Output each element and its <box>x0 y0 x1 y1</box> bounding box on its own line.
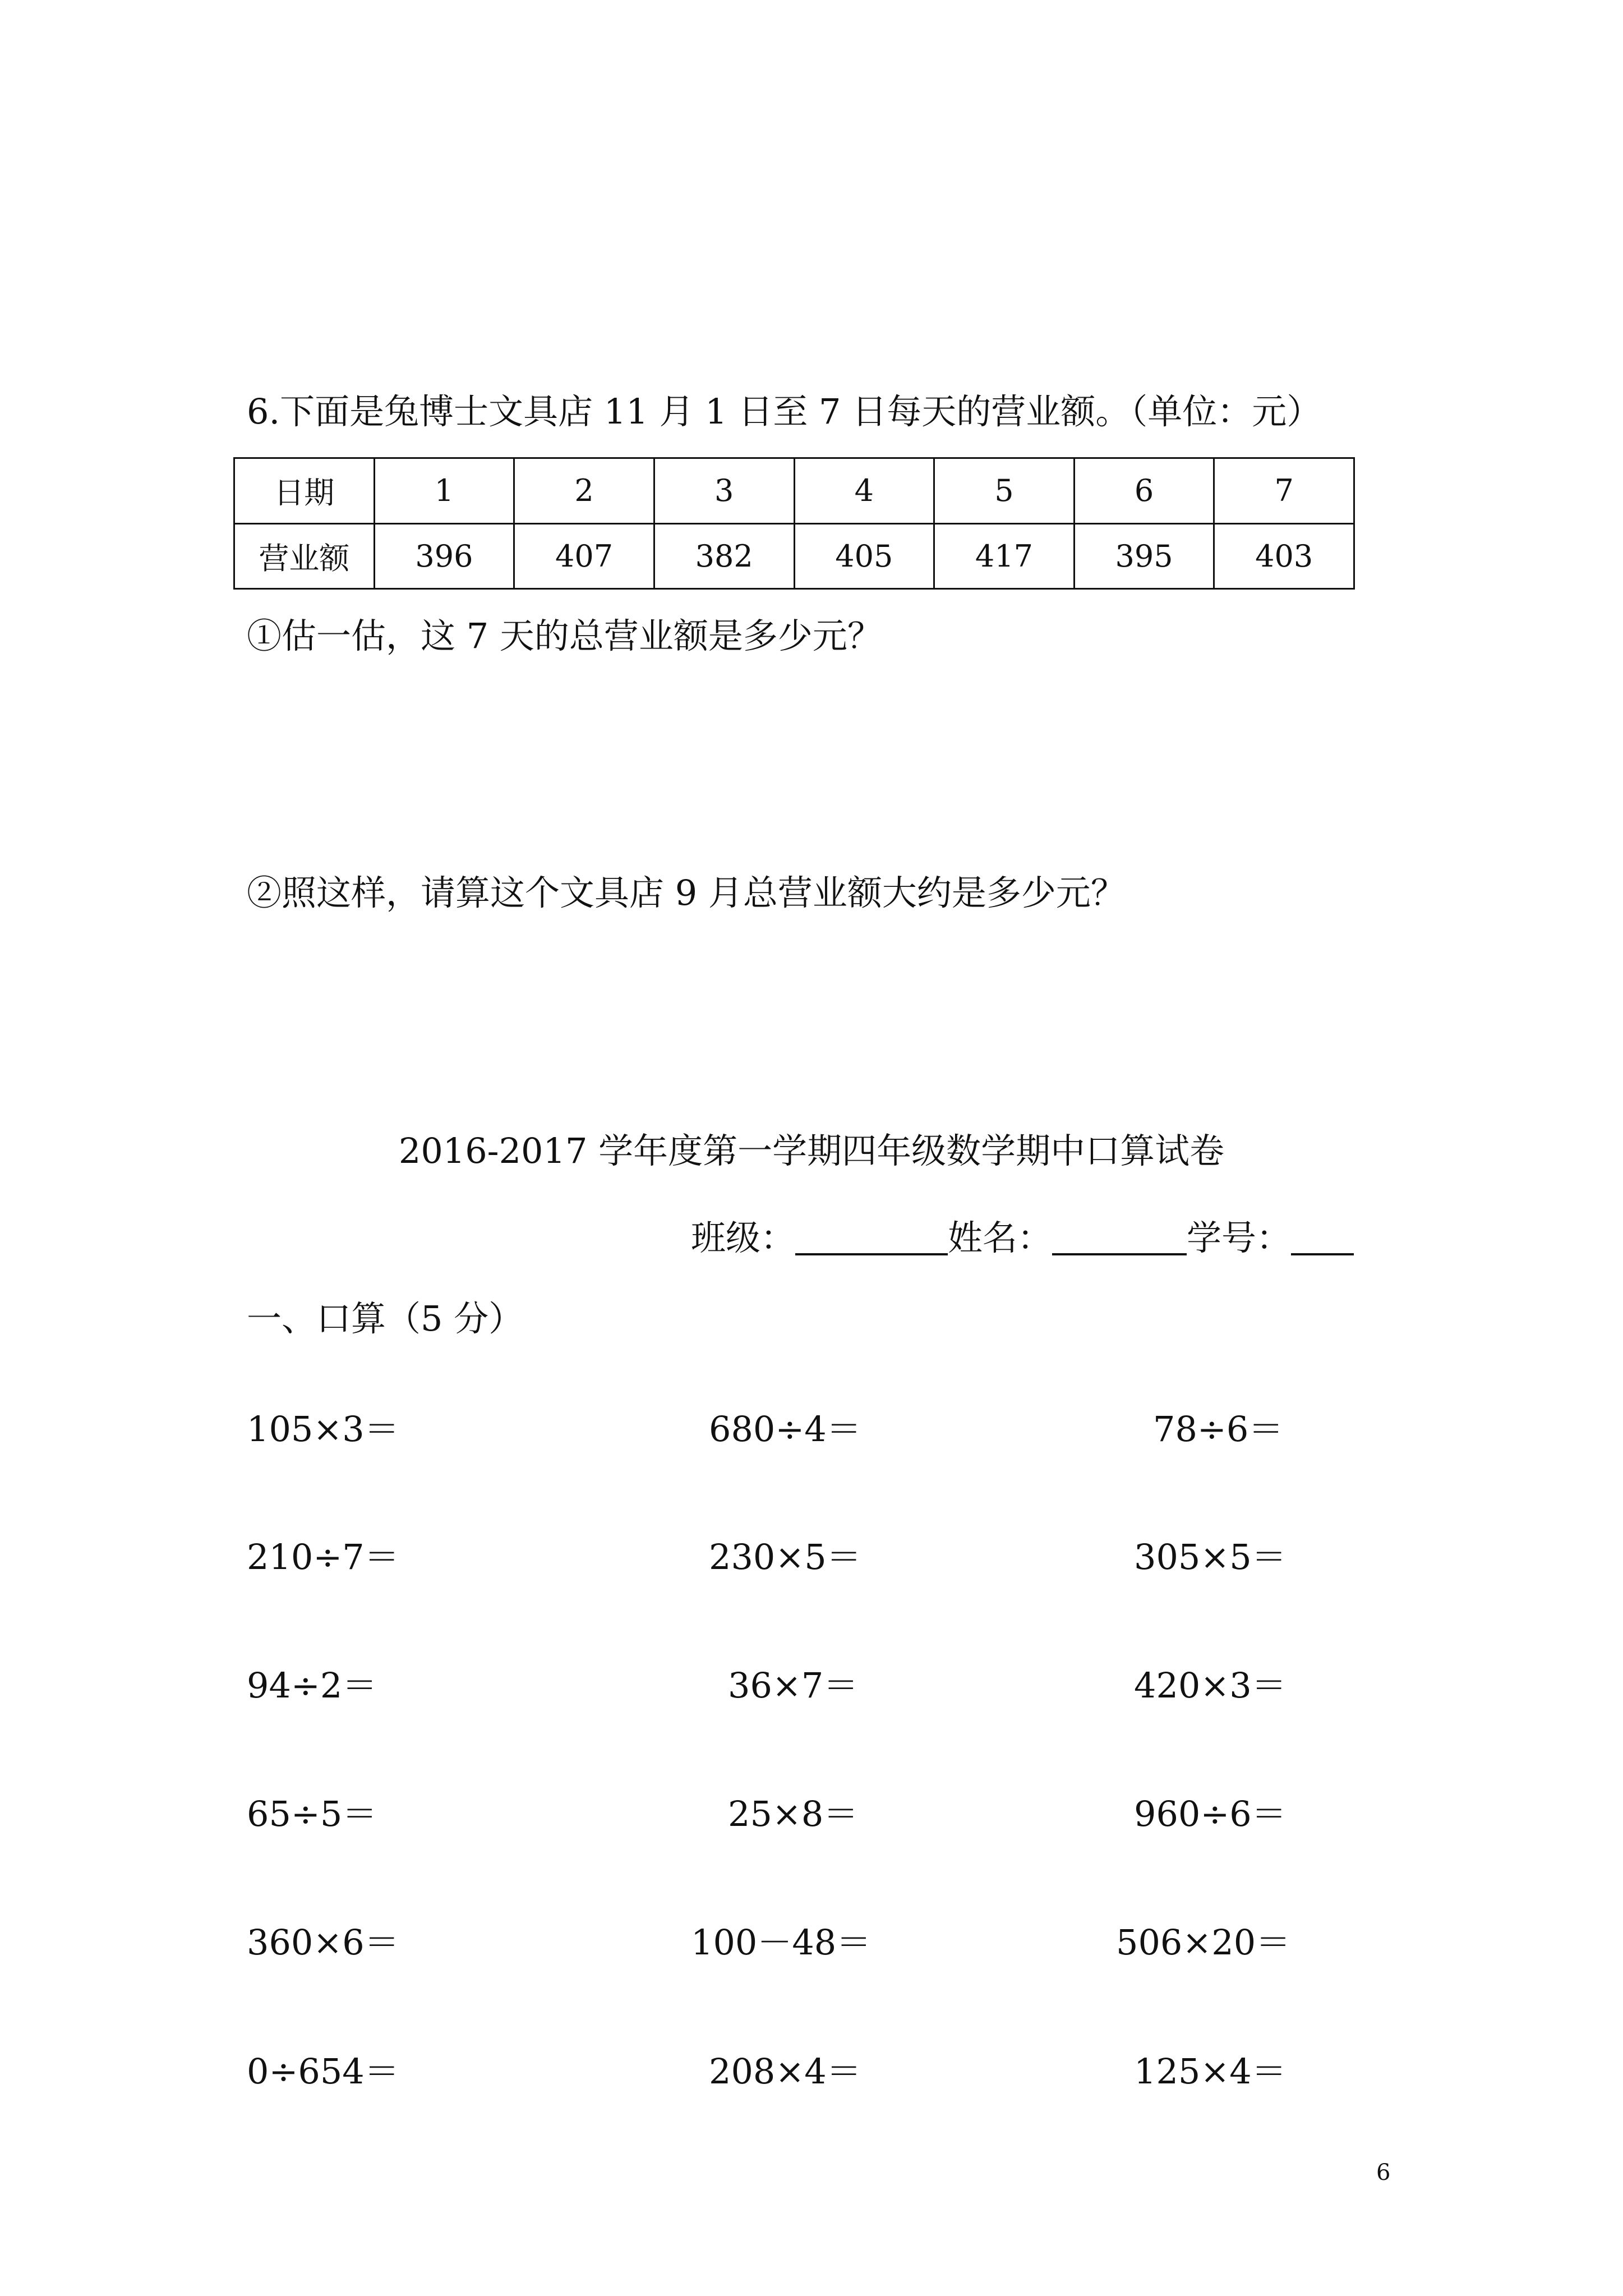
sub-question-2: ②照这样，请算这个文具店 9 月总营业额大约是多少元？ <box>247 872 1126 913</box>
problem-item: 78÷6＝ <box>1153 1409 1284 1450</box>
problem-item: 305×5＝ <box>1134 1536 1287 1577</box>
row-header-date: 日期 <box>234 458 375 524</box>
amount-cell: 395 <box>1074 523 1214 589</box>
page-number: 6 <box>1376 2160 1391 2185</box>
exam-title: 2016-2017 学年度第一学期四年级数学期中口算试卷 <box>398 1130 1225 1171</box>
name-blank[interactable] <box>1052 1218 1187 1255</box>
problem-item: 105×3＝ <box>247 1409 399 1450</box>
problem-item: 230×5＝ <box>709 1536 861 1577</box>
row-header-amount: 营业额 <box>234 523 375 589</box>
sub-question-1: ①估一估，这 7 天的总营业额是多少元？ <box>247 615 882 656</box>
date-cell: 3 <box>654 458 794 524</box>
date-cell: 4 <box>794 458 934 524</box>
amount-cell: 382 <box>654 523 794 589</box>
table-row-amounts <box>234 523 1354 589</box>
problem-item: 36×7＝ <box>728 1665 859 1706</box>
date-cell: 5 <box>934 458 1075 524</box>
amount-cell: 407 <box>514 523 654 589</box>
problem-item: 210÷7＝ <box>247 1536 399 1577</box>
sales-table <box>233 457 1355 590</box>
date-cell: 2 <box>514 458 654 524</box>
section-heading: 一、口算（5 分） <box>247 1298 524 1339</box>
problem-item: 125×4＝ <box>1134 2051 1287 2092</box>
date-cell: 1 <box>374 458 514 524</box>
class-label: 班级： <box>691 1217 796 1258</box>
question-6-heading: 6.下面是兔博士文具店 11 月 1 日至 7 日每天的营业额。（单位：元） <box>247 391 1322 432</box>
problem-item: 680÷4＝ <box>709 1409 861 1450</box>
id-blank[interactable] <box>1291 1218 1354 1255</box>
problem-item: 360×6＝ <box>247 1922 399 1963</box>
class-blank[interactable] <box>795 1218 948 1255</box>
id-label: 学号： <box>1187 1217 1292 1258</box>
name-label: 姓名： <box>948 1217 1053 1258</box>
problem-item: 506×20＝ <box>1116 1922 1291 1963</box>
problem-item: 94÷2＝ <box>247 1665 377 1706</box>
amount-cell: 396 <box>374 523 514 589</box>
amount-cell: 405 <box>794 523 934 589</box>
amount-cell: 403 <box>1214 523 1354 589</box>
date-cell: 6 <box>1074 458 1214 524</box>
problem-item: 960÷6＝ <box>1134 1793 1287 1834</box>
student-info-line <box>691 1217 1354 1258</box>
amount-cell: 417 <box>934 523 1075 589</box>
table-row-dates <box>234 458 1354 524</box>
problem-item: 0÷654＝ <box>247 2051 399 2092</box>
problem-item: 25×8＝ <box>728 1793 859 1834</box>
problem-item: 65÷5＝ <box>247 1793 377 1834</box>
problem-item: 100－48＝ <box>691 1922 872 1963</box>
problem-item: 208×4＝ <box>709 2051 861 2092</box>
date-cell: 7 <box>1214 458 1354 524</box>
problem-item: 420×3＝ <box>1134 1665 1287 1706</box>
